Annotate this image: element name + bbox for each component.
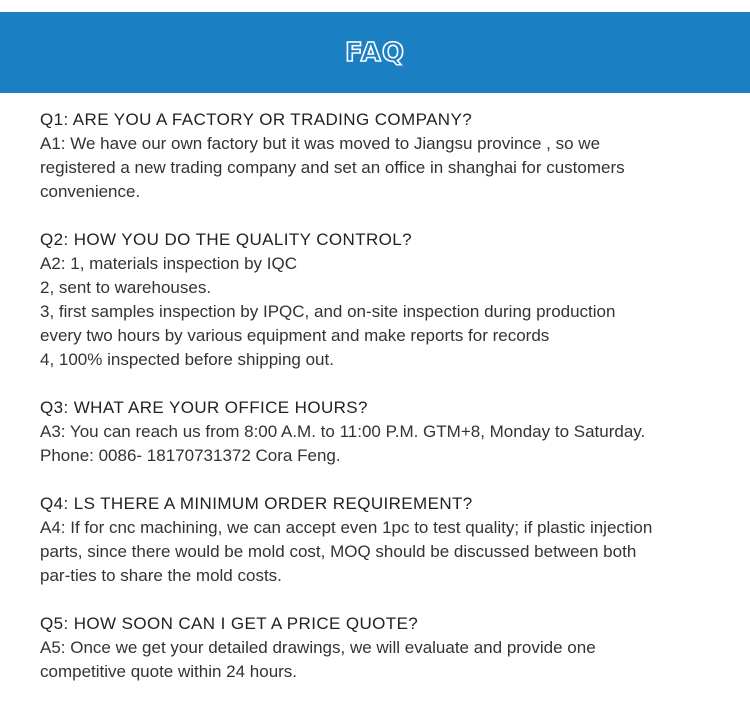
answer-line: 3, first samples inspection by IPQC, and on-site inspection during production (40, 302, 616, 321)
faq-answer (40, 420, 720, 468)
faq-title (345, 38, 405, 68)
answer-line: A4: If for cnc machining, we can accept even 1pc to test quality; if plastic injection (40, 518, 653, 537)
answer-line: Phone: 0086- 18170731372 Cora Feng. (40, 446, 341, 465)
answer-line: every two hours by various equipment and make reports for records (40, 326, 550, 345)
faq-item-q2 (40, 228, 720, 372)
answer-line: 2, sent to warehouses. (40, 278, 212, 297)
faq-header-banner (0, 12, 750, 93)
answer-line: registered a new trading company and set an office in shanghai for customers (40, 158, 625, 177)
faq-question: Q4: LS THERE A MINIMUM ORDER REQUIREMENT? (40, 494, 473, 513)
answer-line: competitive quote within 24 hours. (40, 662, 298, 681)
answer-line: A2: 1, materials inspection by IQC (40, 254, 298, 273)
faq-item-q5 (40, 612, 720, 684)
faq-answer (40, 132, 720, 204)
faq-question: Q5: HOW SOON CAN I GET A PRICE QUOTE? (40, 614, 419, 633)
faq-list (40, 108, 720, 708)
answer-line: A5: Once we get your detailed drawings, we will evaluate and provide one (40, 638, 596, 657)
answer-line: A1: We have our own factory but it was moved to Jiangsu province , so we (40, 134, 601, 153)
faq-question: Q3: WHAT ARE YOUR OFFICE HOURS? (40, 398, 368, 417)
faq-question: Q1: ARE YOU A FACTORY OR TRADING COMPANY? (40, 110, 473, 129)
faq-question: Q2: HOW YOU DO THE QUALITY CONTROL? (40, 230, 413, 249)
answer-line: parts, since there would be mold cost, MOQ should be discussed between both (40, 542, 637, 561)
answer-line: convenience. (40, 182, 141, 201)
faq-item-q1 (40, 108, 720, 204)
faq-title-text: FAQ (344, 37, 405, 68)
faq-answer (40, 516, 720, 588)
answer-line: A3: You can reach us from 8:00 A.M. to 11:00 P.M. GTM+8, Monday to Saturday. (40, 422, 646, 441)
answer-line: par-ties to share the mold costs. (40, 566, 282, 585)
faq-item-q4 (40, 492, 720, 588)
faq-answer (40, 252, 720, 372)
answer-line: 4, 100% inspected before shipping out. (40, 350, 334, 369)
faq-item-q3 (40, 396, 720, 468)
faq-answer (40, 636, 720, 684)
